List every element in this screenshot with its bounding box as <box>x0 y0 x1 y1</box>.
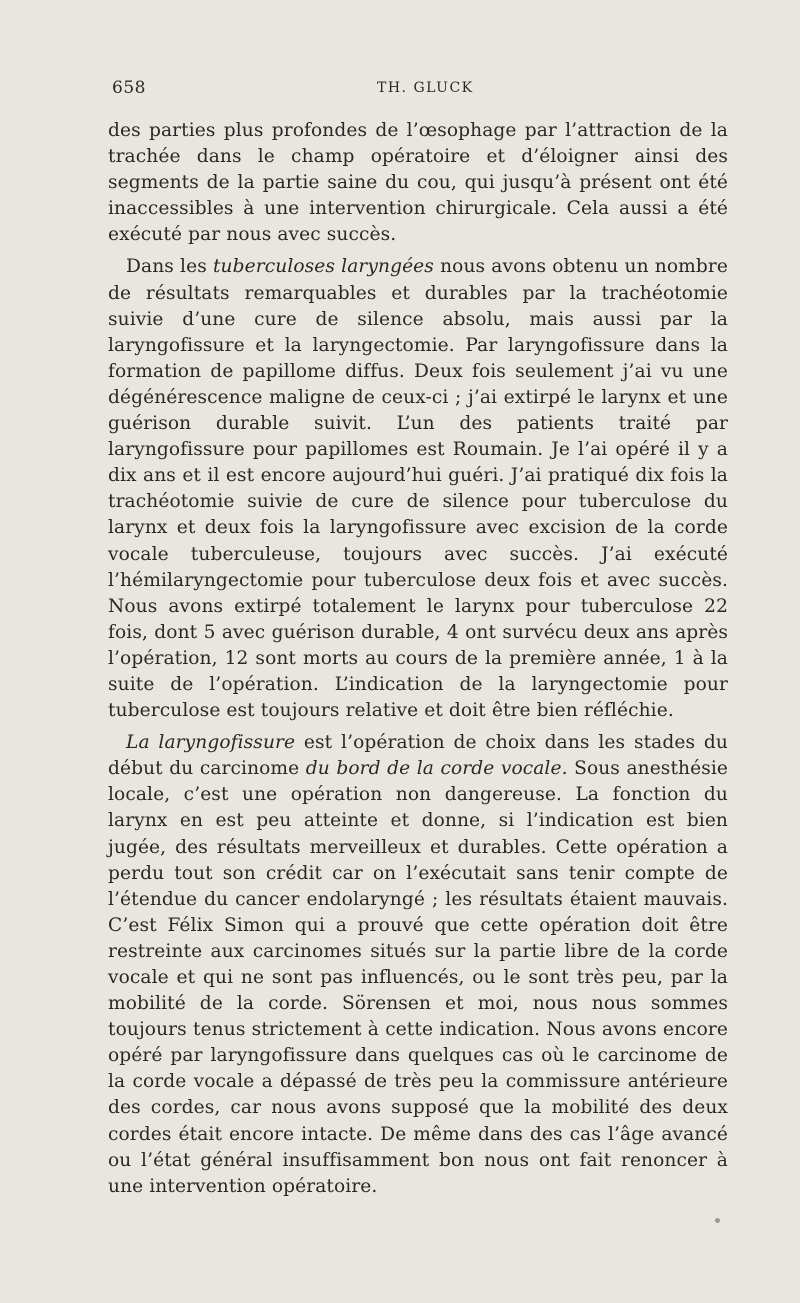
paragraph-laryngofissure <box>108 730 728 1200</box>
text-segment: Sous anesthésie locale, c’est une opération non dangereuse. La fonction du larynx en est peu atteinte et donne, si l’indication est bien jugée, des résultats merveilleux et durables. Cette opération a perdu tout son crédit car on l’exécutait sans tenir compte de l’étendue du cancer endolaryngé ; les résultats étaient mauvais. C’est Félix Simon qui a prouvé que cette opération doit être restreinte aux carcinomes situés sur la partie libre de la corde vocale et qui ne sont pas influencés, ou le sont très peu, par la mobilité de la corde. Sörensen et moi, nous nous sommes toujours tenus strictement à cette indication. Nous avons encore opéré par laryngofissure dans quelques cas où le carcinome de la corde vocale a dépassé de très peu la commissure antérieure des cordes, car nous avons supposé que la mobilité des deux cordes était encore intacte. De même dans des cas l’âge avancé ou l’état général insuffisamment bon nous ont fait renoncer à une intervention opératoire. <box>108 758 728 1197</box>
paper-speck <box>715 1218 720 1223</box>
page-number: 658 <box>112 78 146 98</box>
text-segment: Dans les <box>126 256 213 278</box>
italic-term: La laryngofissure <box>126 732 296 754</box>
italic-term: tuberculoses laryngées <box>212 256 434 278</box>
running-head: TH. GLUCK <box>377 80 474 96</box>
italic-term: du bord de la corde vocale. <box>305 758 568 780</box>
paragraph-tuberculoses <box>108 254 728 724</box>
paragraph-continuation <box>108 118 728 248</box>
text-segment: nous avons obtenu un nombre de résultats remarquables et durables par la trachéotomie suivie d’une cure de silence absolu, mais aussi par la laryngofissure et la laryngectomie. Par laryngofissure dans la formation de papillome diffus. Deux fois seulement j’ai vu une dégénérescence maligne de ceux-ci ; j’ai extirpé le larynx et une guérison durable suivit. L’un des patients traité par laryngofissure pour papillomes est Roumain. Je l’ai opéré il y a dix ans et il est encore aujourd’hui guéri. J’ai pratiqué dix fois la trachéotomie suivie de cure de silence pour tuberculose du larynx et deux fois la laryngofissure avec excision de la corde vocale tuberculeuse, toujours avec succès. J’ai exécuté l’hémilaryngectomie pour tuberculose deux fois et avec succès. Nous avons extirpé totalement le larynx pour tuberculose 22 fois, dont 5 avec guérison durable, 4 ont survécu deux ans après l’opération, 12 sont morts au cours de la première année, 1 à la suite de l’opération. L’indication de la laryngectomie pour tuberculose est toujours relative et doit être bien réfléchie. <box>108 256 728 722</box>
page-header <box>112 78 722 104</box>
body-text <box>108 118 728 1200</box>
text-segment: des parties plus profondes de l’œsophage par l’attraction de la trachée dans le champ opératoire et d’éloigner ainsi des segments de la partie saine du cou, qui jusqu’à présent ont été inaccessibles à une intervention chirurgicale. Cela aussi a été exécuté par nous avec succès. <box>108 120 728 246</box>
text-segment: est l’opération de choix dans les stades du début du carcinome <box>108 732 728 780</box>
